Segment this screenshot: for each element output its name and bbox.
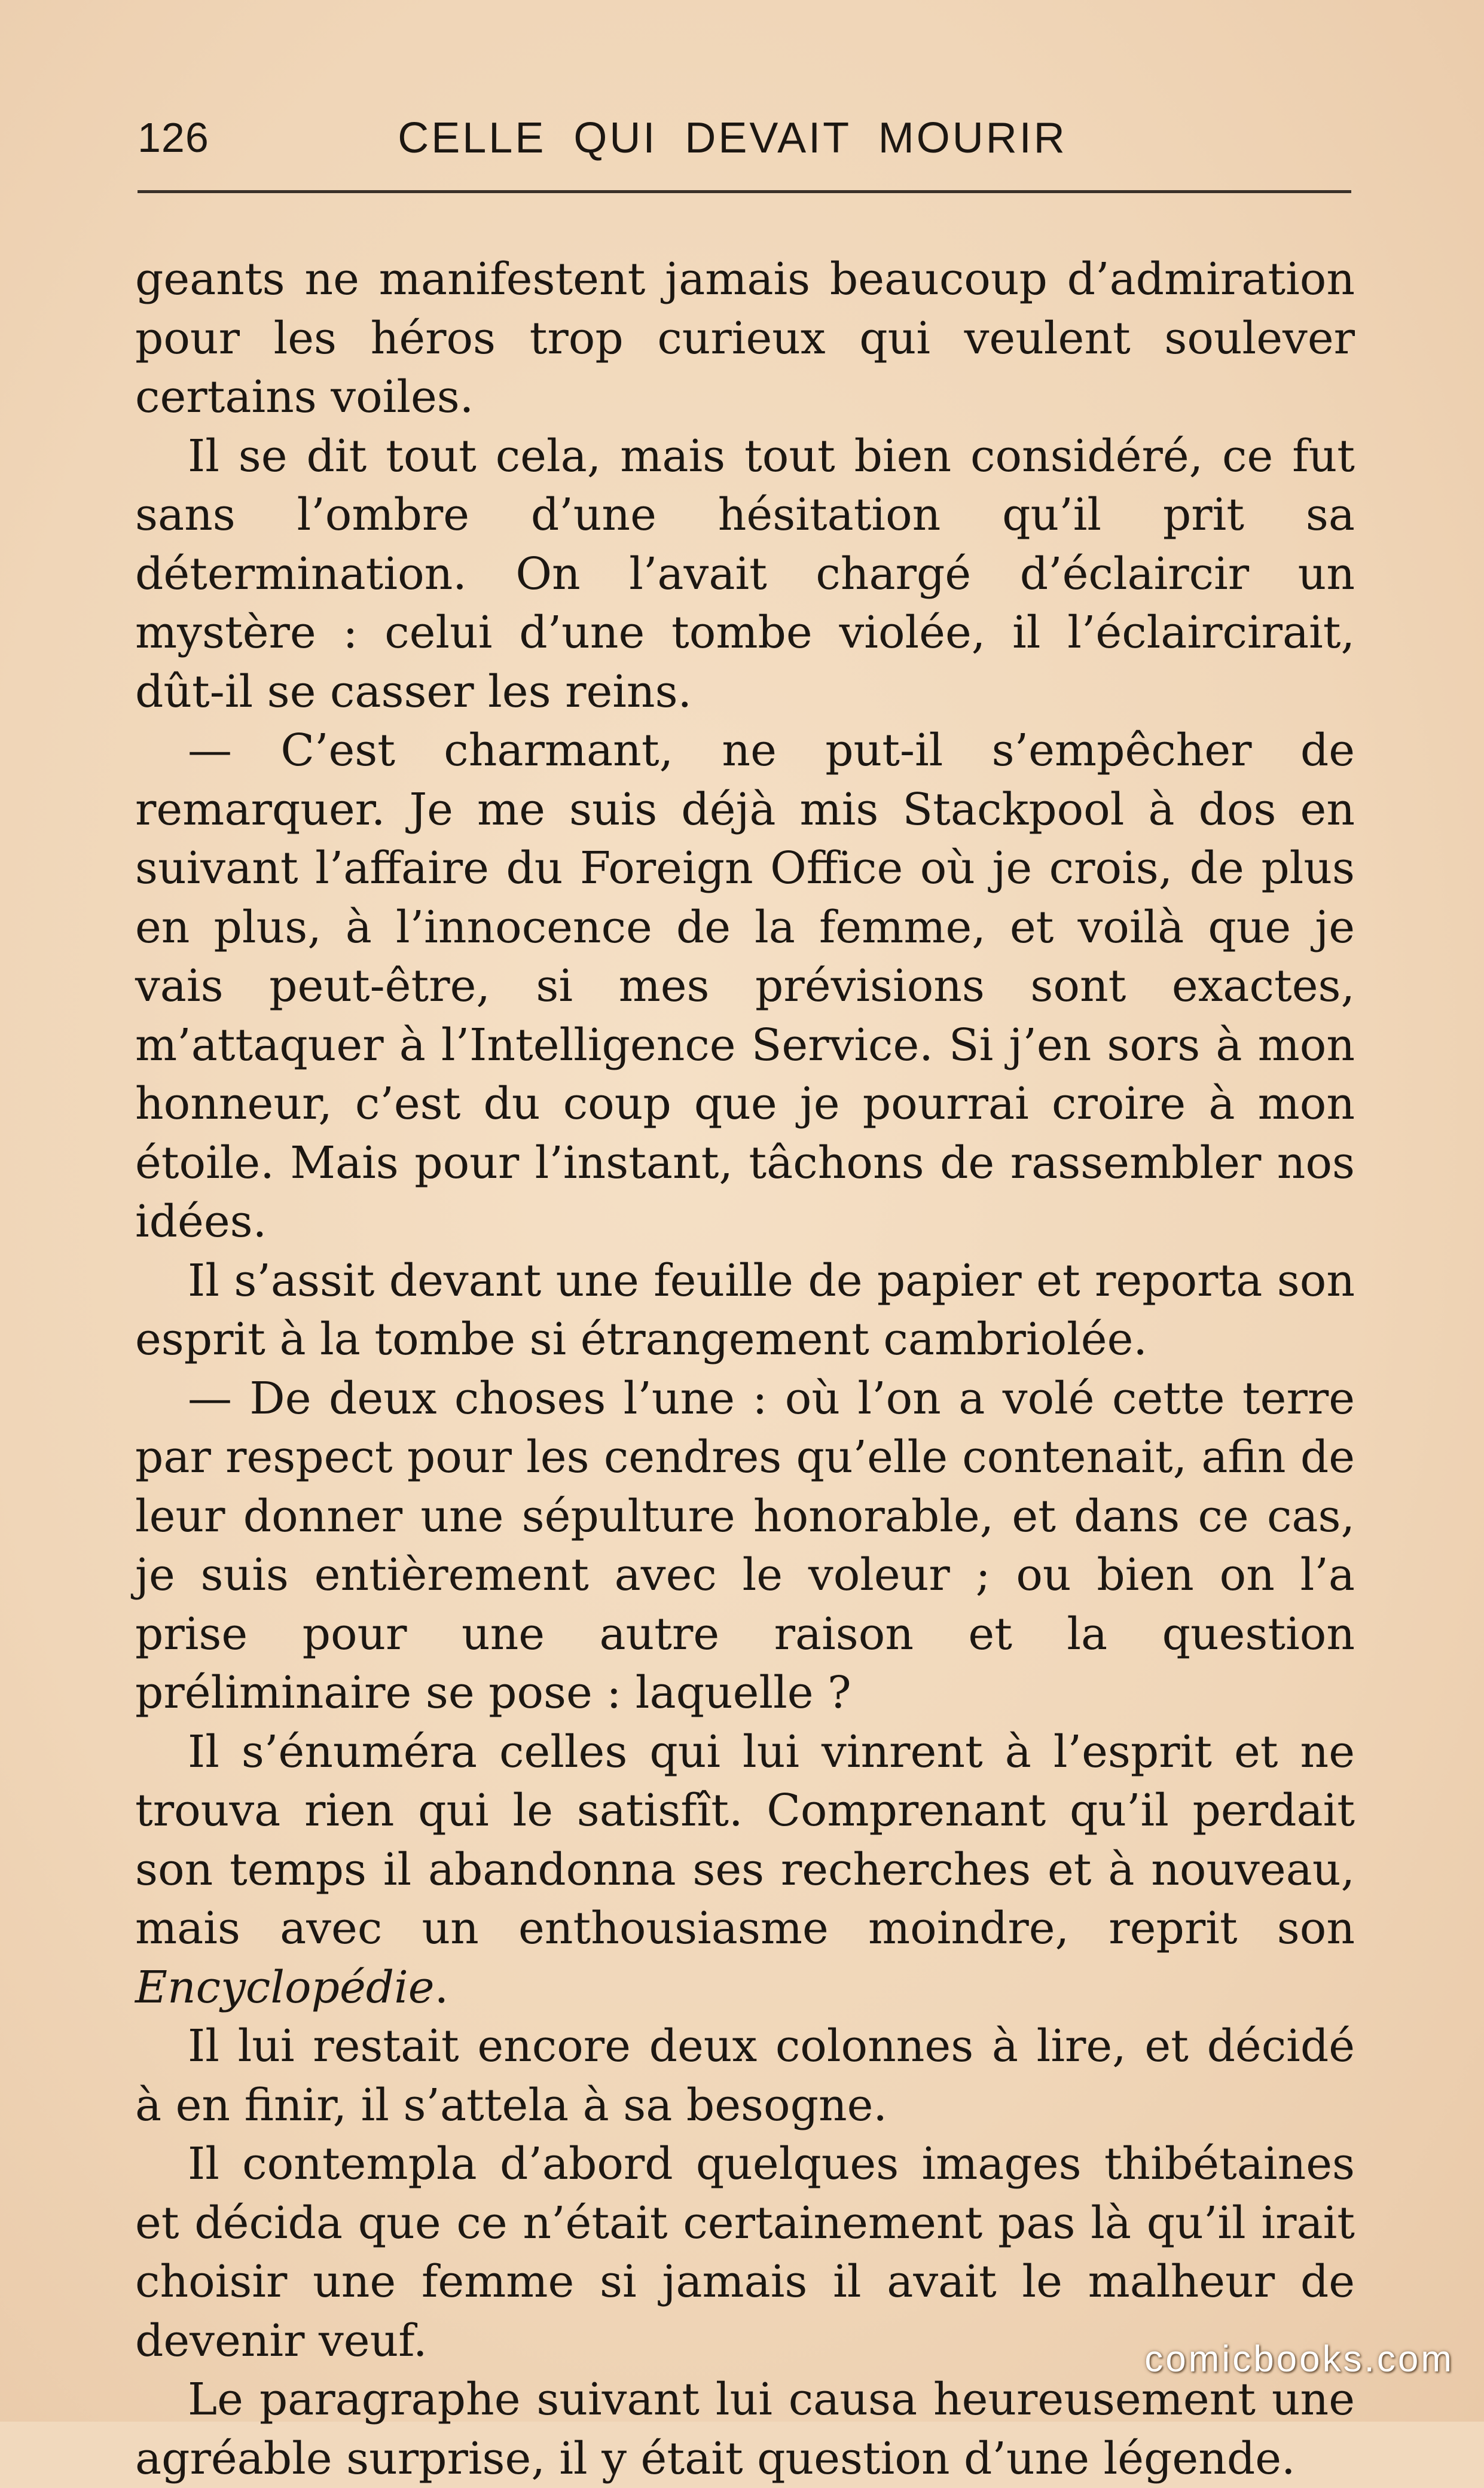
italic-title: Encyclopédie [135, 1961, 435, 2013]
paragraph-9: Le paragraphe suivant lui causa heureusement une agréable surprise, il y était question d’une légende. [135, 2374, 1355, 2484]
body-text [135, 250, 1355, 2488]
paragraph-1: geants ne manifestent jamais beaucoup d’admiration pour les héros trop curieux qui veulent soulever certains voiles. [135, 254, 1355, 423]
header-rule [138, 190, 1351, 193]
page-number: 126 [138, 114, 209, 161]
watermark: comicbooks.com [1144, 2339, 1454, 2380]
paragraph-4: Il s’assit devant une feuille de papier et reporta son esprit à la tombe si étrangement cambriolée. [135, 1254, 1355, 1365]
paragraph-2: Il se dit tout cela, mais tout bien considéré, ce fut sans l’ombre d’une hésitation qu’il prit sa détermination. On l’avait chargé d’éclaircir un mystère : celui d’une tombe violée, il l’éclaircirait, dût-il se casser les reins. [135, 430, 1355, 718]
paragraph-5: — De deux choses l’une : où l’on a volé cette terre par respect pour les cendres qu’elle contenait, afin de leur donner une sépulture honorable, et dans ce cas, je suis entièrement avec le voleur ; ou bien on l’a prise pour une autre raison et la question préliminaire se pose : laquelle ? [135, 1372, 1355, 1718]
paragraph-3: — C’est charmant, ne put-il s’empêcher de remarquer. Je me suis déjà mis Stackpool à dos en suivant l’affaire du Foreign Office où je crois, de plus en plus, à l’innocence de la femme, et voilà que je vais peut-être, si mes prévisions sont exactes, m’attaquer à l’Intelligence Service. Si j’en sors à mon honneur, c’est du coup que je pourrai croire à mon étoile. Mais pour l’instant, tâchons de rassembler nos idées. [135, 725, 1355, 1247]
running-title: CELLE QUI DEVAIT MOURIR [398, 114, 1067, 162]
page-header [138, 96, 1351, 179]
paragraph-7: Il lui restait encore deux colonnes à lire, et décidé à en finir, il s’attela à sa besogne. [135, 2020, 1355, 2131]
paragraph-6: Il s’énuméra celles qui lui vinrent à l’esprit et ne trouva rien qui le satisfît. Comprenant qu’il perdait son temps il abandonna ses recherches et à nouveau, mais avec un enthousiasme moindre, reprit son Encyclopédie. [135, 1726, 1355, 2013]
paragraph-8: Il contempla d’abord quelques images thibétaines et décida que ce n’était certainement pas là qu’il irait choisir une femme si jamais il avait le malheur de devenir veuf. [135, 2138, 1355, 2367]
